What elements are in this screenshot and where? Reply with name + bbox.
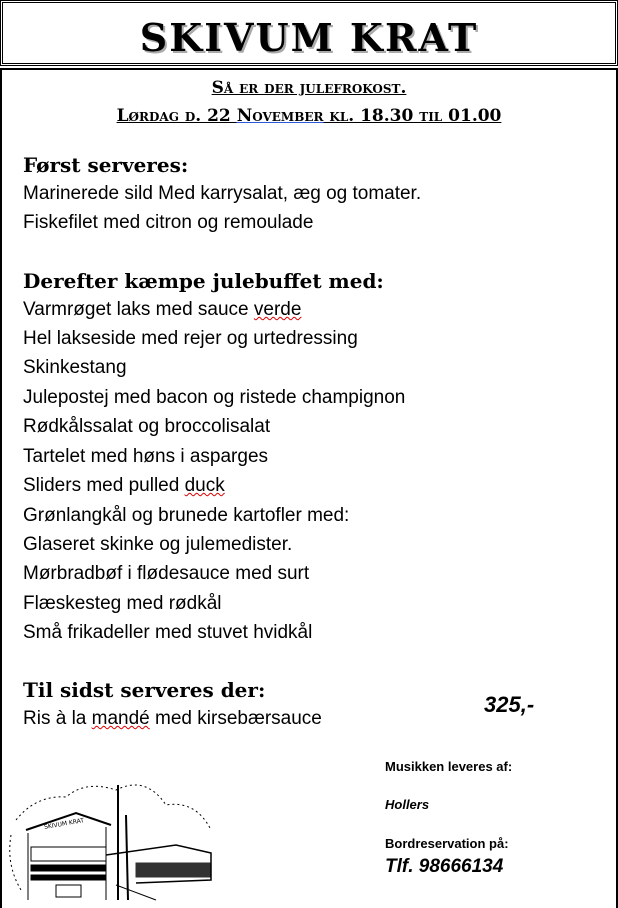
item-text: Ris à la — [23, 708, 92, 729]
menu-item: Julepostej med bacon og ristede champignon — [23, 387, 406, 408]
item-text: Varmrøget laks med sauce — [23, 299, 254, 320]
music-band: Hollers — [385, 797, 430, 812]
menu-item: Tartelet med høns i asparges — [23, 446, 269, 467]
item-text: mandé — [91, 708, 150, 729]
section-heading: Derefter kæmpe julebuffet med: — [23, 269, 384, 293]
music-label: Musikken leveres af: — [385, 759, 513, 774]
subtitle-line-2 — [0, 106, 618, 126]
phone-number: Tlf. 98666134 — [385, 856, 504, 877]
time-text: kl. 18.30 til 01.00 — [323, 106, 502, 126]
building-illustration — [6, 775, 216, 903]
menu-item: Mørbradbøf i flødesauce med surt — [23, 563, 310, 584]
menu-item — [23, 475, 225, 497]
menu-item: Små frikadeller med stuvet hvidkål — [23, 622, 313, 643]
menu-item: Rødkålssalat og broccolisalat — [23, 416, 271, 437]
item-text: verde — [253, 299, 302, 320]
sign-text: SKIVUM KRAT — [43, 817, 85, 832]
menu-item: Skinkestang — [23, 357, 127, 378]
title-box — [0, 0, 618, 66]
price: 325,- — [484, 692, 535, 717]
menu-item: Fiskefilet med citron og remoulade — [23, 212, 314, 233]
section-heading: Først serveres: — [23, 153, 189, 177]
page-title: SKIVUM KRAT — [139, 15, 479, 60]
menu-item: Glaseret skinke og julemedister. — [23, 534, 293, 555]
menu-item: Grønlangkål og brunede kartofler med: — [23, 505, 350, 526]
menu-item — [23, 299, 301, 321]
subtitle-line-1: Så er der julefrokost. — [211, 78, 407, 98]
month-text: November — [236, 106, 324, 126]
menu-item: Marinerede sild Med karrysalat, æg og tomater. — [23, 183, 422, 204]
booking-label: Bordreservation på: — [385, 836, 509, 851]
menu-item — [23, 708, 322, 730]
menu-item: Hel lakseside med rejer og urtedressing — [23, 328, 358, 349]
date-text: Lørdag d. 22 — [116, 106, 237, 126]
section-heading: Til sidst serveres der: — [23, 678, 266, 702]
item-text: med kirsebærsauce — [149, 708, 322, 729]
item-text: duck — [184, 475, 225, 496]
item-text: Sliders med pulled — [23, 475, 185, 496]
menu-item: Flæskesteg med rødkål — [23, 593, 222, 614]
